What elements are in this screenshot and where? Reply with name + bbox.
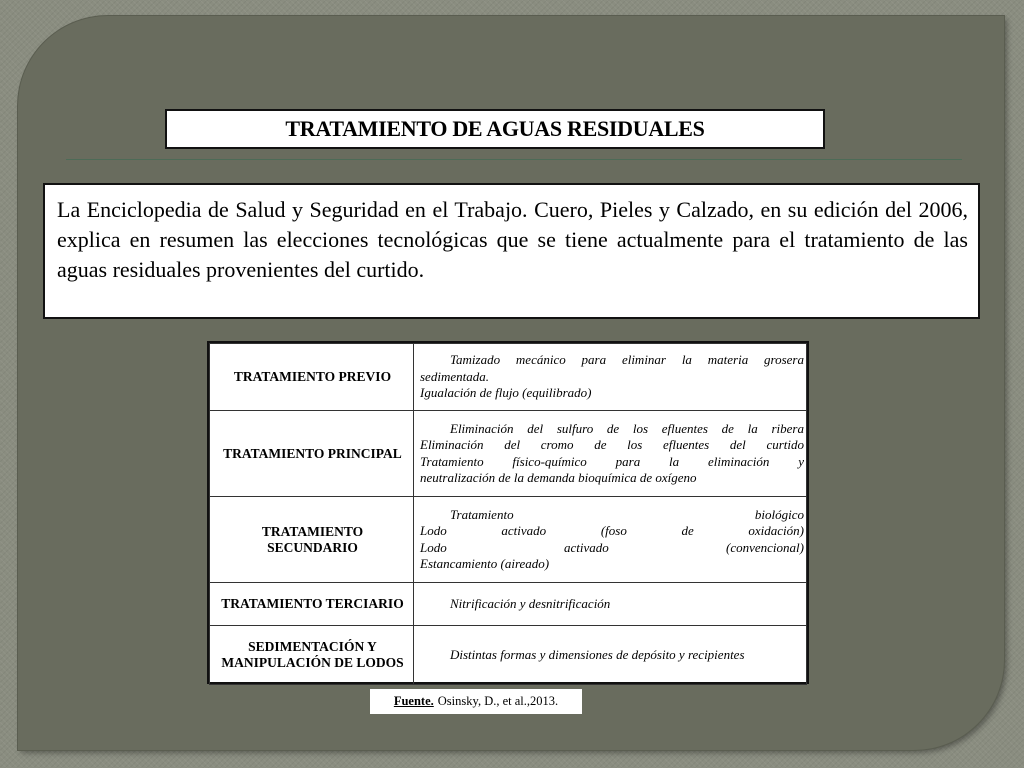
treatment-table: [207, 341, 809, 684]
row-label: TRATAMIENTO PREVIO: [210, 344, 414, 411]
table-row: [210, 583, 807, 626]
row-label: TRATAMIENTO PRINCIPAL: [210, 411, 414, 497]
row-description: [414, 497, 807, 583]
desc-line: neutralización de la demanda bioquímica de oxígeno: [420, 470, 697, 485]
table-row: [210, 626, 807, 685]
desc-line: Tamizado mecánico para eliminar la materia grosera: [450, 352, 804, 368]
table-row: [210, 344, 807, 411]
slide-title-box: [165, 109, 825, 149]
intro-text-box: [43, 183, 980, 319]
row-description: [414, 626, 807, 685]
desc-line: sedimentada.: [420, 368, 489, 384]
desc-line: Eliminación del sulfuro de los efluentes de la ribera: [450, 420, 804, 436]
desc-line: Lodo activado (foso de oxidación): [420, 523, 804, 538]
desc-line: Lodo activado (convencional): [420, 539, 804, 555]
desc-line: Igualación de flujo (equilibrado): [420, 385, 592, 401]
row-label: TRATAMIENTO SECUNDARIO: [210, 497, 414, 583]
row-label: SEDIMENTACIÓN Y MANIPULACIÓN DE LODOS: [210, 626, 414, 685]
desc-line: Tratamiento biológico: [450, 506, 804, 522]
intro-paragraph: La Enciclopedia de Salud y Seguridad en el Trabajo. Cuero, Pieles y Calzado, en su edición del 2006, explica en resumen las elecciones tecnológicas que se tiene actualmente para el tratamiento de las aguas residuales provenientes del curtido.: [57, 197, 968, 282]
table-row: [210, 411, 807, 497]
row-description: [414, 411, 807, 497]
desc-line: Distintas formas y dimensiones de depósito y recipientes: [450, 646, 745, 662]
desc-line: Nitrificación y desnitrificación: [450, 595, 611, 611]
source-citation: [370, 689, 582, 714]
title-divider: [66, 159, 962, 160]
desc-line: Estancamiento (aireado): [420, 556, 550, 571]
desc-line: Eliminación del cromo de los efluentes del curtido: [420, 437, 804, 452]
source-text: Osinsky, D., et al.,2013.: [437, 694, 559, 708]
row-description: [414, 344, 807, 411]
desc-line: Tratamiento físico-químico para la eliminación y: [420, 453, 804, 469]
slide-title: TRATAMIENTO DE AGUAS RESIDUALES: [285, 116, 705, 141]
source-label: Fuente.: [393, 694, 434, 708]
row-description: [414, 583, 807, 626]
table-row: [210, 497, 807, 583]
row-label: TRATAMIENTO TERCIARIO: [210, 583, 414, 626]
